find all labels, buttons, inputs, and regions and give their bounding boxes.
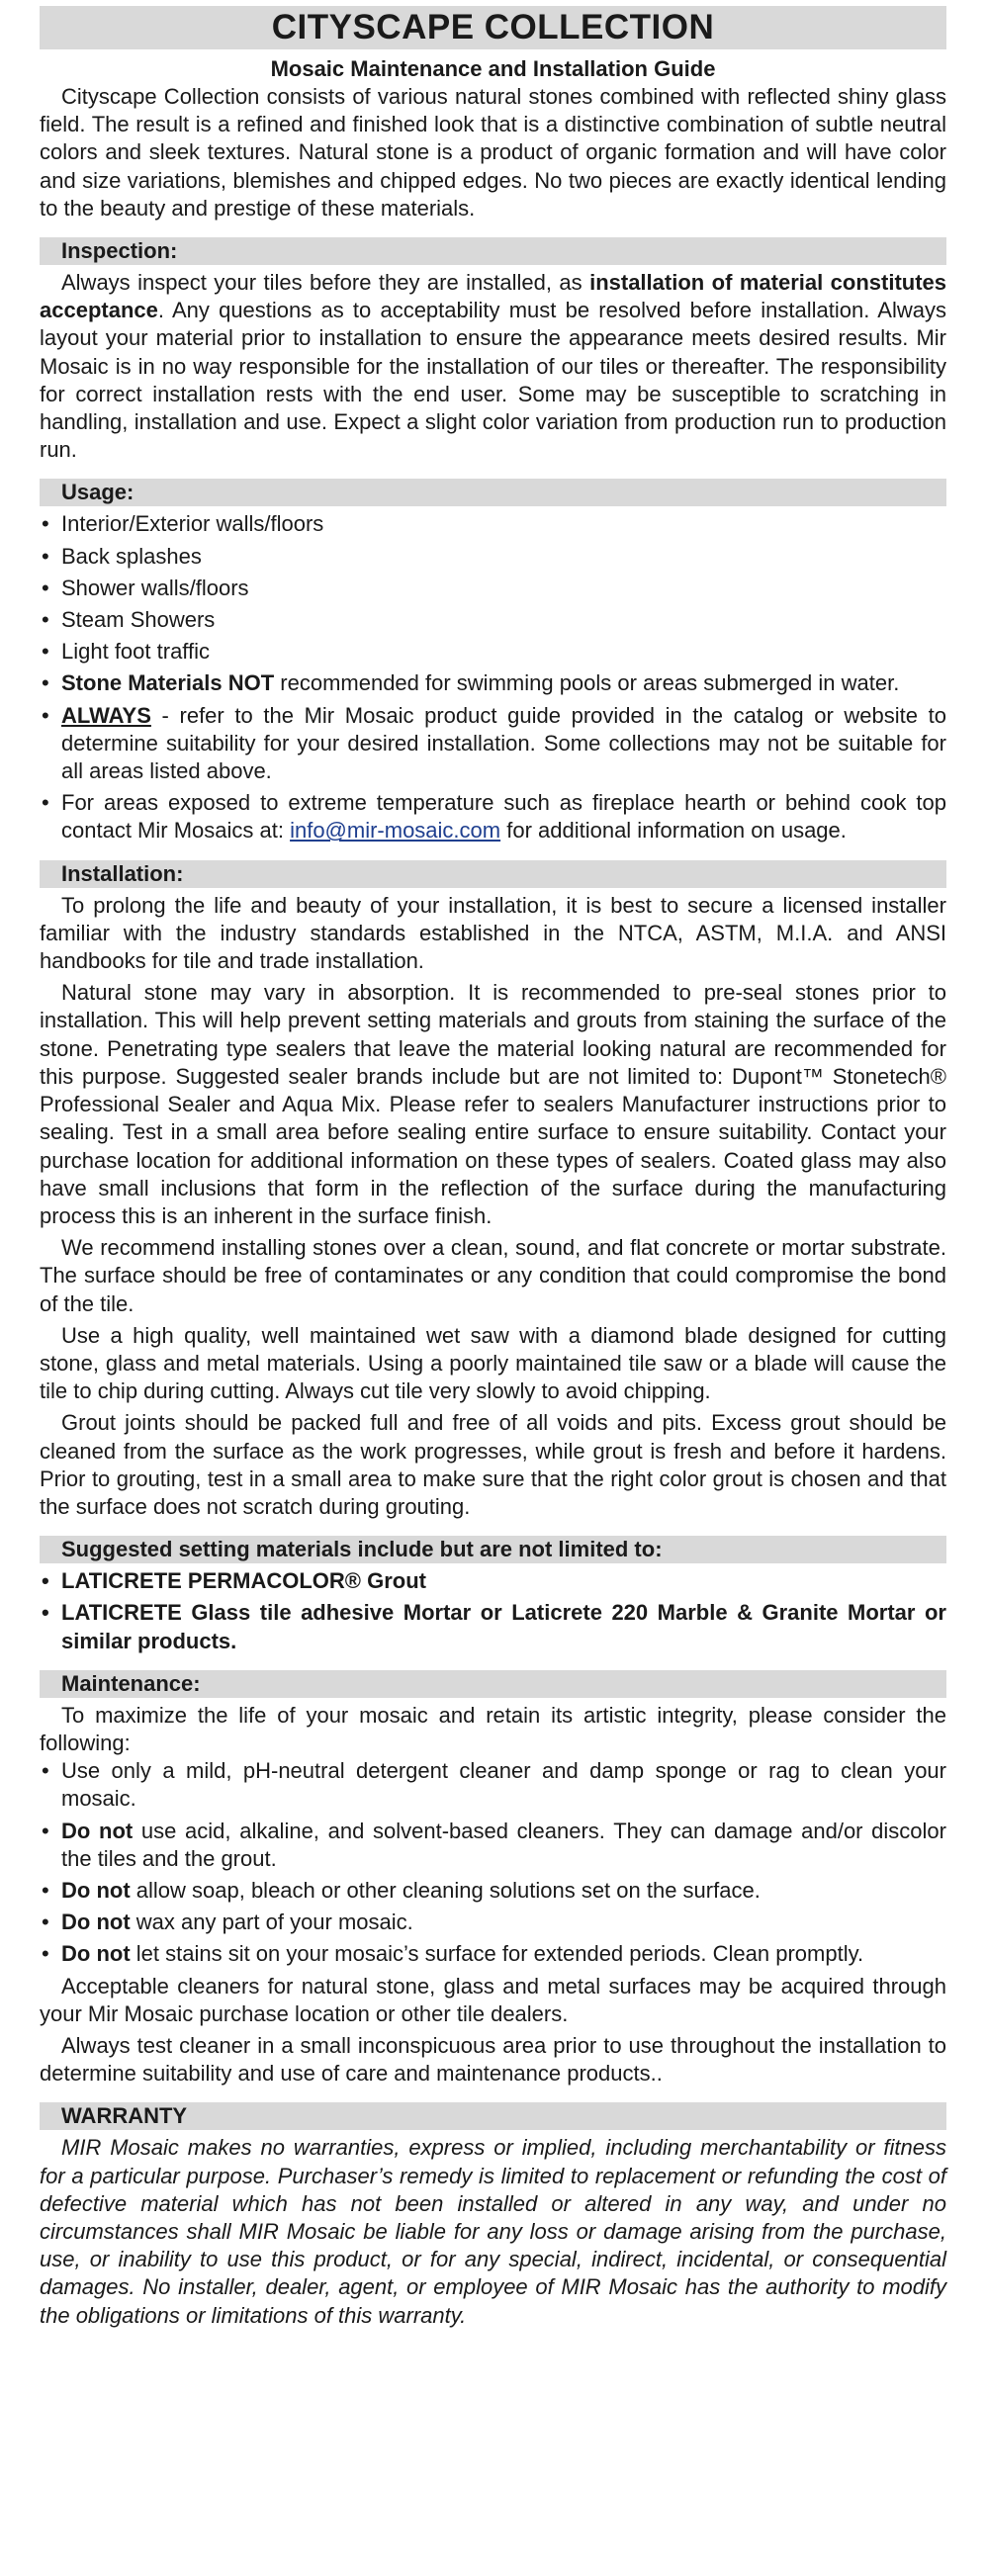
warranty-paragraph: MIR Mosaic makes no warranties, express or implied, including merchantability or fitness for a particular purpose. Purchaser’s remedy is limited to replacement or refunding the cost of defective material which has not been installed or altered in any way, and under no circumstances shall MIR Mosaic be liable for any loss or damage arising from the purchase, use, or inability to use this product, or for any special, indirect, incidental, or consequential damages. No installer, dealer, agent, or employee of MIR Mosaic has the authority to modify the obligations or limitations of this warranty. [40,2135,946,2328]
list-item: • ALWAYS - refer to the Mir Mosaic product guide provided in the catalog or website to determine suitability for your desired installation. Some collections may not be suitable for all areas listed above. [42,702,946,784]
installation-paragraph-4: Use a high quality, well maintained wet saw with a diamond blade designed for cutting stone, glass and metal materials. Using a poorly maintained tile saw or a blade will cause the tile to chip during cutting. Always cut tile very slowly to avoid chipping. [40,1322,946,1404]
list-item: • Do not use acid, alkaline, and solvent-based cleaners. They can damage and/or discolor the tiles and the grout. [42,1818,946,1871]
bullet: • [42,790,49,816]
installation-paragraph-3: We recommend installing stones over a clean, sound, and flat concrete or mortar substrate. The surface should be free of contaminates or any condition that could compromise the bond of the tile. [40,1235,946,1316]
bullet: • [42,702,49,728]
inspection-text-bold: installation of material constitutes acceptance [40,270,947,323]
setting-heading: Suggested setting materials include but are not limited to: [40,1536,946,1563]
list-item: • Interior/Exterior walls/floors [40,510,946,538]
list-item: • Use only a mild, pH-neutral detergent cleaner and damp sponge or rag to clean your mosaic. [42,1758,946,1812]
bullet: • [42,1818,49,1843]
bullet: • [42,543,49,569]
list-item: • Stone Materials NOT recommended for swimming pools or areas submerged in water. [40,669,946,697]
list-item: • Do not wax any part of your mosaic. [40,1909,946,1936]
bullet: • [42,607,49,633]
inspection-text-after: . Any questions as to acceptability must be resolved before installation. Always layout your material prior to installation to ensure the appearance meets desired results. Mir Mosaic is in no way responsible for the installation of our tiles or thereafter. The responsibility for correct installation rests with the end user. Some may be susceptible to scratching in handling, installation and use. Expect a slight color variation from production run to production run. [40,298,946,463]
maintenance-heading: Maintenance: [40,1670,946,1698]
warranty-heading: WARRANTY [40,2102,946,2130]
usage-list [40,510,946,844]
setting-list [40,1567,946,1655]
list-item: • LATICRETE PERMACOLOR® Grout [40,1567,946,1595]
email-link[interactable]: info@mir-mosaic.com [290,818,501,844]
installation-paragraph-1: To prolong the life and beauty of your installation, it is best to secure a licensed installer familiar with the industry standards established in the NTCA, ASTM, M.I.A. and ANSI handbooks for tile and trade installation. [40,892,946,974]
inspection-text-before: Always inspect your tiles before they are installed, as [61,270,590,296]
bullet: • [42,575,49,600]
bullet: • [42,1941,49,1967]
inspection-heading: Inspection: [40,237,946,265]
bullet: • [42,1758,49,1784]
list-item: • Shower walls/floors [40,575,946,602]
list-item: • Do not let stains sit on your mosaic’s surface for extended periods. Clean promptly. [40,1940,946,1968]
bullet: • [42,1877,49,1903]
list-item: • LATICRETE Glass tile adhesive Mortar or Laticrete 220 Marble & Granite Mortar or similar products. [42,1600,946,1653]
list-item: • Steam Showers [40,606,946,634]
intro-paragraph: Cityscape Collection consists of various natural stones combined with reflected shiny glass field. The result is a refined and finished look that is a distinctive combination of subtle neutral colors and sleek textures. Natural stone is a product of organic formation and will have color and size variations, blemishes and chipped edges. No two pieces are exactly identical lending to the beauty and prestige of these materials. [40,84,946,221]
bullet: • [42,1600,49,1626]
bullet: • [42,639,49,665]
installation-paragraph-5: Grout joints should be packed full and free of all voids and pits. Excess grout should be cleaned from the surface as the work progresses, while grout is fresh and before it hardens. Prior to grouting, test in a small area to make sure that the right color grout is chosen and that the surface does not scratch during grouting. [40,1410,946,1519]
bullet: • [42,670,49,696]
bullet: • [42,1568,49,1594]
usage-heading: Usage: [40,479,946,506]
maintenance-paragraph-2: Always test cleaner in a small inconspicuous area prior to use throughout the installation to determine suitability and use of care and maintenance products.. [40,2032,946,2087]
installation-heading: Installation: [40,860,946,888]
document-title: CITYSCAPE COLLECTION [40,6,946,49]
maintenance-intro: To maximize the life of your mosaic and retain its artistic integrity, please consider the following: [40,1702,946,1755]
list-item: • Do not allow soap, bleach or other cleaning solutions set on the surface. [40,1877,946,1905]
bullet: • [42,1910,49,1935]
list-item: • Light foot traffic [40,638,946,666]
bullet: • [42,511,49,537]
maintenance-list [40,1757,946,1968]
installation-paragraph-2: Natural stone may vary in absorption. It is recommended to pre-seal stones prior to installation. This will help prevent setting materials and grouts from staining the surface of the stone. Penetrating type sealers that leave the material looking natural are recommended for this purpose. Suggested sealer brands include but are not limited to: Dupont™ Stonetech® Professional Sealer and Aqua Mix. Please refer to sealers Manufacturer instructions prior to sealing. Test in a small area before sealing entire surface to ensure suitability. Contact your purchase location for additional information on these types of sealers. Coated glass may also have small inclusions that form in the reflection of the surface during the manufacturing process this is an inherent in the surface finish. [40,980,946,1228]
inspection-paragraph [40,269,946,464]
list-item: • Back splashes [40,543,946,571]
list-item: • For areas exposed to extreme temperature such as fireplace hearth or behind cook top contact Mir Mosaics at: info@mir-mosaic.com for additional information on usage. [42,790,946,844]
document-subtitle: Mosaic Maintenance and Installation Guide [270,56,716,81]
maintenance-paragraph-1: Acceptable cleaners for natural stone, glass and metal surfaces may be acquired through your Mir Mosaic purchase location or other tile dealers. [40,1973,946,2026]
warranty-section [40,2134,946,2329]
